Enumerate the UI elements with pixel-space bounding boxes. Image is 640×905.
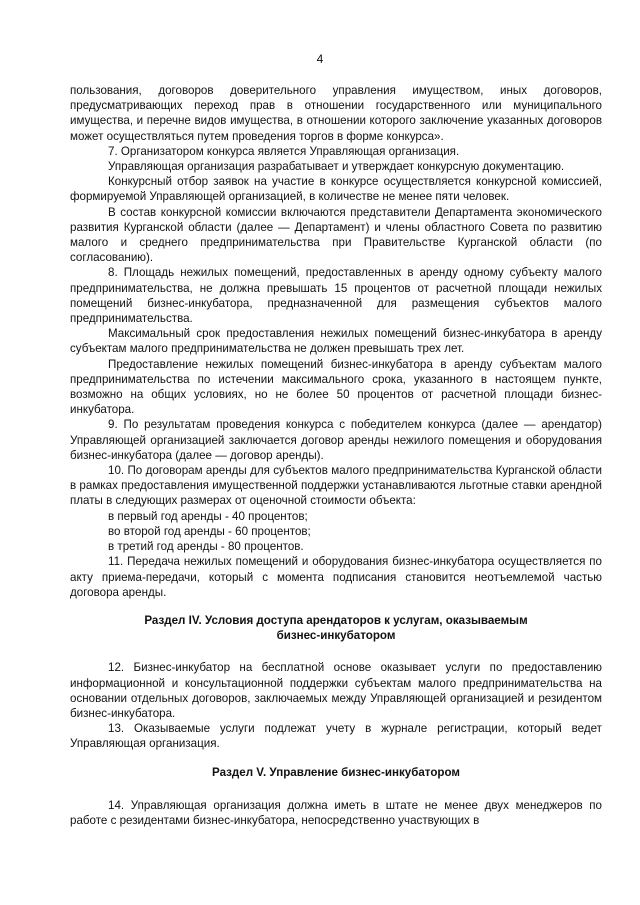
paragraph: пользования, договоров доверительного управления имуществом, иных договоров, предусматривающих переход прав в отношении государственного или муниципального имущества, и перечне видов имущества, в отношении которого заключение указанных договоров может осуществляться путем проведения торгов в форме конкурса».: [70, 84, 602, 143]
list-item: во второй год аренды - 60 процентов;: [108, 524, 311, 538]
paragraph: 9. По результатам проведения конкурса с победителем конкурса (далее — арендатор) Управляющей организацией заключается договор аренды нежилого помещения и оборудования бизнес-инкубатора (далее — договор аренды).: [70, 418, 602, 462]
paragraph: Конкурсный отбор заявок на участие в конкурсе осуществляется конкурсной комиссией, формируемой Управляющей организацией, в количестве не менее пяти человек.: [70, 175, 602, 204]
paragraph: 14. Управляющая организация должна иметь в штате не менее двух менеджеров по работе с резидентами бизнес-инкубатора, непосредственно участвующих в: [70, 798, 602, 827]
paragraph: 10. По договорам аренды для субъектов малого предпринимательства Курганской области в рамках предоставления имущественной поддержки устанавливаются льготные ставки арендной платы в следующих размерах от оценочной стоимости объекта:: [70, 464, 602, 508]
section-heading-line: Раздел V. Управление бизнес-инкубатором: [211, 765, 460, 779]
paragraph: 11. Передача нежилых помещений и оборудования бизнес-инкубатора осуществляется по акту приема-передачи, который с момента подписания становится неотъемлемой частью договора аренды.: [70, 555, 602, 599]
paragraph: Предоставление нежилых помещений бизнес-инкубатора в аренду субъектам малого предпринимательства по истечении максимального срока, указанного в настоящем пункте, возможно на общих условиях, но не более 50 процентов от расчетной площади бизнес-инкубатора.: [70, 357, 602, 417]
paragraph: Управляющая организация разрабатывает и утверждает конкурсную документацию.: [108, 160, 565, 174]
paragraph: В состав конкурсной комиссии включаются представители Департамента экономического развития Курганской области (далее — Департамент) и члены областного Совета по развитию малого и среднего предпринимательства при Правительстве Курганской области (по согласованию).: [70, 205, 602, 265]
document-body: [70, 83, 602, 828]
section-heading: [70, 765, 602, 780]
section-heading-line: Раздел IV. Условия доступа арендаторов к услугам, оказываемым: [144, 613, 528, 627]
section-heading-line: бизнес-инкубатором: [276, 629, 396, 643]
paragraph: Максимальный срок предоставления нежилых помещений бизнес-инкубатора в аренду субъектам малого предпринимательства не должен превышать трех лет.: [70, 327, 602, 356]
page-number: 4: [316, 52, 324, 66]
paragraph: 7. Организатором конкурса является Управляющая организация.: [108, 144, 460, 158]
list-item: в третий год аренды - 80 процентов.: [108, 540, 304, 554]
paragraph: 13. Оказываемые услуги подлежат учету в журнале регистрации, который ведет Управляющая организация.: [70, 722, 602, 751]
paragraph: 12. Бизнес-инкубатор на бесплатной основе оказывает услуги по предоставлению информационной и консультационной поддержки субъектам малого предпринимательства на основании отдельных договоров, заключаемых между Управляющей организацией и резидентом бизнес-инкубатора.: [70, 661, 602, 720]
paragraph: 8. Площадь нежилых помещений, предоставленных в аренду одному субъекту малого предпринимательства, не должна превышать 15 процентов от расчетной площади нежилых помещений бизнес-инкубатора, предназначенной для размещения субъектов малого предпринимательства.: [70, 266, 602, 326]
section-heading: [70, 613, 602, 643]
list-item: в первый год аренды - 40 процентов;: [108, 509, 308, 523]
